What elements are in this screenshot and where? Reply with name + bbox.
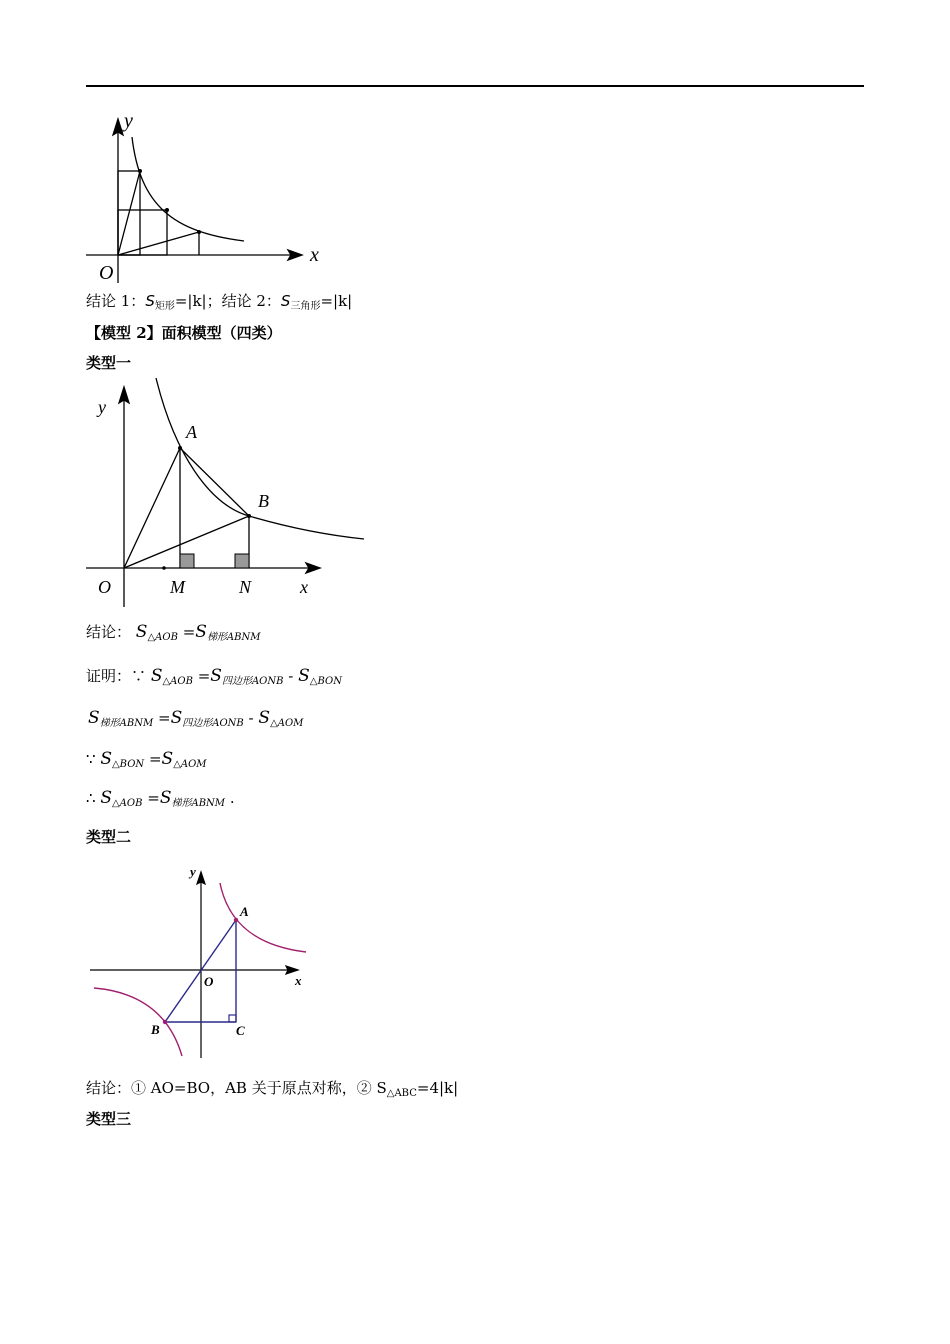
header-rule <box>86 85 864 87</box>
point-n-label: N <box>239 577 252 597</box>
model-2-title: 【模型 2】面积模型（四类） <box>86 324 282 342</box>
proof-line-1: 证明：∵ $S_{\triangle AOB} =S_{四边形AONB} - S_{\triangle BON}$ <box>86 666 342 687</box>
type2-conclusion: 结论：① AO=BO，AB 关于原点对称，② $S_{\triangle ABC}=4|k|$ <box>86 1079 459 1099</box>
type-2-heading: 类型二 <box>86 828 132 846</box>
fig1-y-label: y <box>124 110 133 132</box>
fig3-x-label: x <box>295 973 302 988</box>
figure-hyperbola-rectangles <box>80 105 340 285</box>
fig3-point-a: A <box>240 904 249 919</box>
right-angle-marker-m <box>180 554 194 568</box>
fig1-origin-label: O <box>99 262 114 284</box>
point-a-label: A <box>186 422 197 442</box>
fig2-y-label: y <box>98 397 106 417</box>
fig3-point-b: B <box>151 1022 160 1037</box>
fig3-y-label: y <box>190 864 196 879</box>
type-1-heading: 类型一 <box>86 354 132 372</box>
type1-conclusion: 结论： $S_{\triangle AOB} =S_{梯形ABNM}$ <box>86 622 261 643</box>
fig3-point-c: C <box>236 1023 245 1038</box>
fig3-origin-label: O <box>204 974 214 989</box>
figure-type2-symmetric <box>86 858 316 1063</box>
right-angle-marker-n <box>235 554 249 568</box>
conclusion-1: 结论 1：$S_{矩形}=|k|$；结论 2：$S_{三角形}=|k|$ <box>86 292 353 312</box>
point-b-label: B <box>258 491 269 511</box>
fig1-x-label: x <box>310 244 319 266</box>
figure-type1-triangle-trapezoid <box>80 375 380 615</box>
proof-line-3: ∵ $S_{\triangle BON} =S_{\triangle AOM}$ <box>86 749 207 770</box>
fig2-origin-label: O <box>98 577 111 597</box>
point-m-label: M <box>170 577 185 597</box>
proof-line-4: ∴ $S_{\triangle AOB} =S_{梯形ABNM}$ . <box>86 788 235 809</box>
proof-line-2: $S_{梯形ABNM} =S_{四边形AONB} - S_{\triangle AOM}$ <box>88 708 304 729</box>
fig2-x-label: x <box>300 577 308 597</box>
type-3-heading: 类型三 <box>86 1110 132 1128</box>
